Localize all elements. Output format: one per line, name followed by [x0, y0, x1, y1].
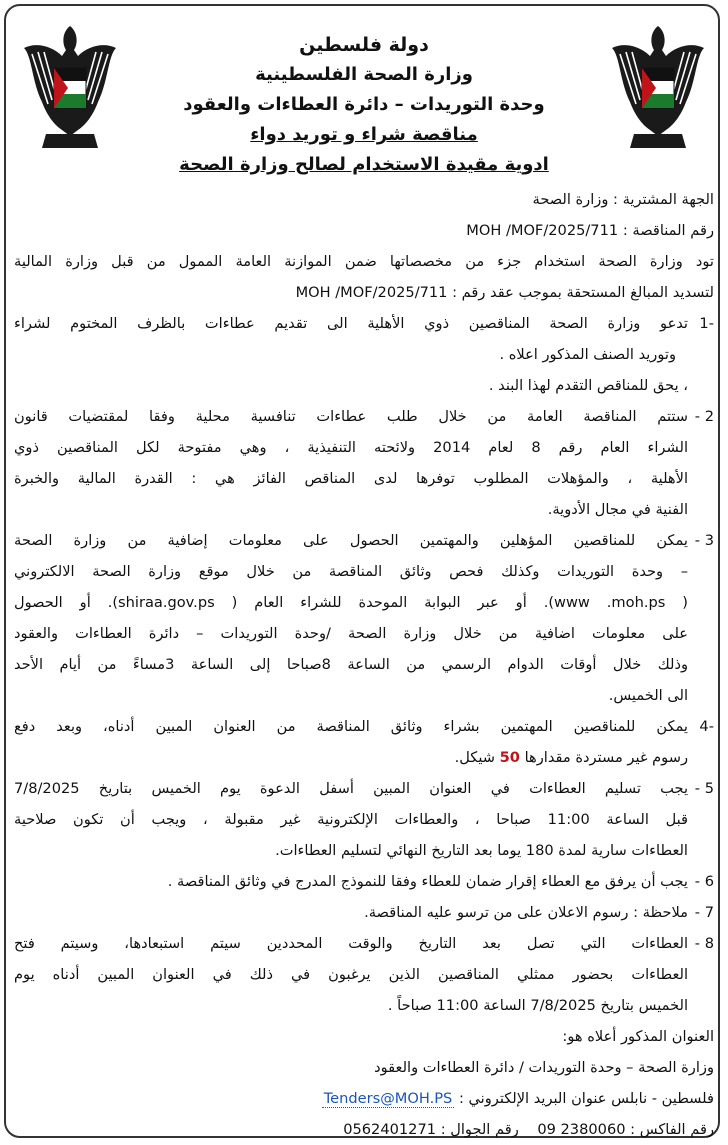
department-name: وحدة التوريدات – دائرة العطاءات والعقود — [183, 94, 545, 115]
fee-prefix: رسوم غير مستردة مقدارها — [524, 749, 688, 766]
clause-number: 6 - — [694, 873, 714, 890]
clause-line: يمكن للمناقصين المؤهلين والمهتمين الحصول على معلومات إضافية من وزارة الصحة — [14, 532, 688, 549]
clause-line: يمكن للمناقصين المهتمين بشراء وثائق المناقصة من العنوان المبين أدناه، وبعد دفع — [14, 718, 688, 735]
eagle-emblem-icon — [22, 22, 118, 162]
email-line — [14, 1083, 714, 1114]
contract-line — [14, 277, 714, 308]
ministry-name: وزارة الصحة الفلسطينية — [255, 64, 473, 85]
clause-line: الأهلية ، والمؤهلات المطلوب توفرها لدى المناقص الفائز هي : القدرة المالية والخبرة — [14, 470, 688, 487]
fax-number: 09 2380060 — [537, 1121, 626, 1138]
clause-line: ملاحظة : رسوم الاعلان على من ترسو عليه المناقصة. — [364, 904, 688, 921]
palestine-emblem-right — [610, 22, 706, 162]
clause-line: يجب أن يرفق مع العطاء إقرار ضمان للعطاء وفقا للنموذج المدرج في وثائق المناقصة . — [167, 873, 688, 890]
clause-line: الشراء العام رقم 8 لعام 2014 ولائحته التنفيذية ، وهي مفتوحة لكل المناقصين ذوي — [14, 439, 688, 456]
clause-number: 7 - — [694, 904, 714, 921]
clause-number: -4 — [699, 718, 714, 735]
clause-line: يجب تسليم العطاءات في العنوان المبين أسفل الدعوة يوم الخميس بتاريخ 7/8/2025 — [14, 780, 688, 797]
clause-4 — [14, 711, 714, 773]
fee-suffix: شيكل. — [454, 749, 495, 766]
clause-7 — [14, 897, 714, 928]
mobile-label: رقم الجوال : — [440, 1121, 519, 1138]
clause-line: على معلومات اضافية من خلال وزارة الصحة /وحدة التوريدات – دائرة العطاءات والعقود — [14, 625, 688, 642]
tender-title: مناقصة شراء و توريد دواء — [250, 124, 478, 145]
intro-line: تود وزارة الصحة استخدام جزء من مخصصاتها ضمن الموازنة العامة الممول من قبل وزارة المالية — [14, 253, 714, 270]
email-link[interactable]: Tenders@MOH.PS — [323, 1090, 453, 1107]
palestine-emblem-left — [22, 22, 118, 162]
clause-number: 5 - — [694, 780, 714, 797]
document-header — [130, 30, 598, 180]
emblem-caption: فلسطين — [50, 148, 90, 158]
contract-label: لتسديد المبالغ المستحقة بموجب عقد رقم : — [452, 284, 714, 301]
tender-number: MOH /MOF/2025/711 — [466, 222, 619, 239]
buyer-line: الجهة المشترية : وزارة الصحة — [532, 191, 714, 208]
address-line: وزارة الصحة – وحدة التوريدات / دائرة العطاءات والعقود — [374, 1059, 714, 1076]
clause-number: 8 - — [694, 935, 714, 952]
tender-number-line — [14, 215, 714, 246]
clause-8 — [14, 928, 714, 1021]
fax-label: رقم الفاكس : — [630, 1121, 714, 1138]
clause-number: -1 — [699, 315, 714, 332]
clause-6 — [14, 866, 714, 897]
announcement-body — [14, 184, 714, 1145]
clause-line: ( www .moh.ps). أو عبر البوابة الموحدة للشراء العام ( shiraa.gov.ps). أو الحصول — [14, 594, 688, 611]
mobile-number: 0562401271 — [343, 1121, 437, 1138]
eagle-emblem-icon — [610, 22, 706, 162]
clause-line: ، يحق للمناقص التقدم لهذا البند . — [488, 377, 688, 394]
clause-line: الخميس بتاريخ 7/8/2025 الساعة 11:00 صباحاً . — [387, 997, 688, 1014]
clause-number: 3 - — [694, 532, 714, 549]
clause-line: العطاءات التي تصل بعد التاريخ والوقت المحددين سيتم استبعادها، وسيتم فتح — [14, 935, 688, 952]
contract-number: MOH /MOF/2025/711 — [295, 284, 448, 301]
clause-3 — [14, 525, 714, 711]
contact-line — [14, 1114, 714, 1145]
fee-line — [14, 742, 688, 773]
emblem-caption: فلسطين — [638, 148, 678, 158]
clause-line: تدعو وزارة الصحة المناقصين ذوي الأهلية الى تقديم عطاءات بالظرف المختوم لشراء — [14, 315, 688, 332]
clause-line: ستتم المناقصة العامة من خلال طلب عطاءات تنافسية محلية وفقا لمقتضيات قانون — [14, 408, 688, 425]
clause-line: وتوريد الصنف المذكور اعلاه . — [499, 346, 676, 363]
clause-line: العطاءات بحضور ممثلي المناقصين الذين يرغبون في ذلك في العنوان المبين أدناه يوم — [14, 966, 688, 983]
clause-line: وذلك خلال أوقات الدوام الرسمي من الساعة 8صباحا إلى الساعة 3مساءً من أيام الأحد — [14, 656, 688, 673]
fee-amount: 50 — [499, 749, 520, 766]
tender-subtitle: ادوية مقيدة الاستخدام لصالح وزارة الصحة — [179, 154, 549, 175]
clause-line: الفنية في مجال الأدوية. — [547, 501, 688, 518]
clause-number: 2 - — [694, 408, 714, 425]
clause-line: قبل الساعة 11:00 صباحا ، والعطاءات الإلكترونية غير مقبولة ، ويجب أن تكون صلاحية — [14, 811, 688, 828]
address-title: العنوان المذكور أعلاه هو: — [562, 1028, 714, 1045]
state-name: دولة فلسطين — [299, 34, 429, 56]
email-label: فلسطين - نابلس عنوان البريد الإلكتروني : — [458, 1090, 714, 1107]
clause-line: العطاءات سارية لمدة 180 يوما بعد التاريخ النهائي لتسليم العطاءات. — [275, 842, 688, 859]
clause-5 — [14, 773, 714, 866]
clause-2 — [14, 401, 714, 525]
clause-line: الى الخميس. — [608, 687, 688, 704]
tender-number-label: رقم المناقصة : — [622, 222, 714, 239]
clause-line: – وحدة التوريدات وكذلك فحص وثائق المناقصة من خلال موقع وزارة الصحة الالكتروني — [14, 563, 688, 580]
clause-1 — [14, 308, 714, 401]
